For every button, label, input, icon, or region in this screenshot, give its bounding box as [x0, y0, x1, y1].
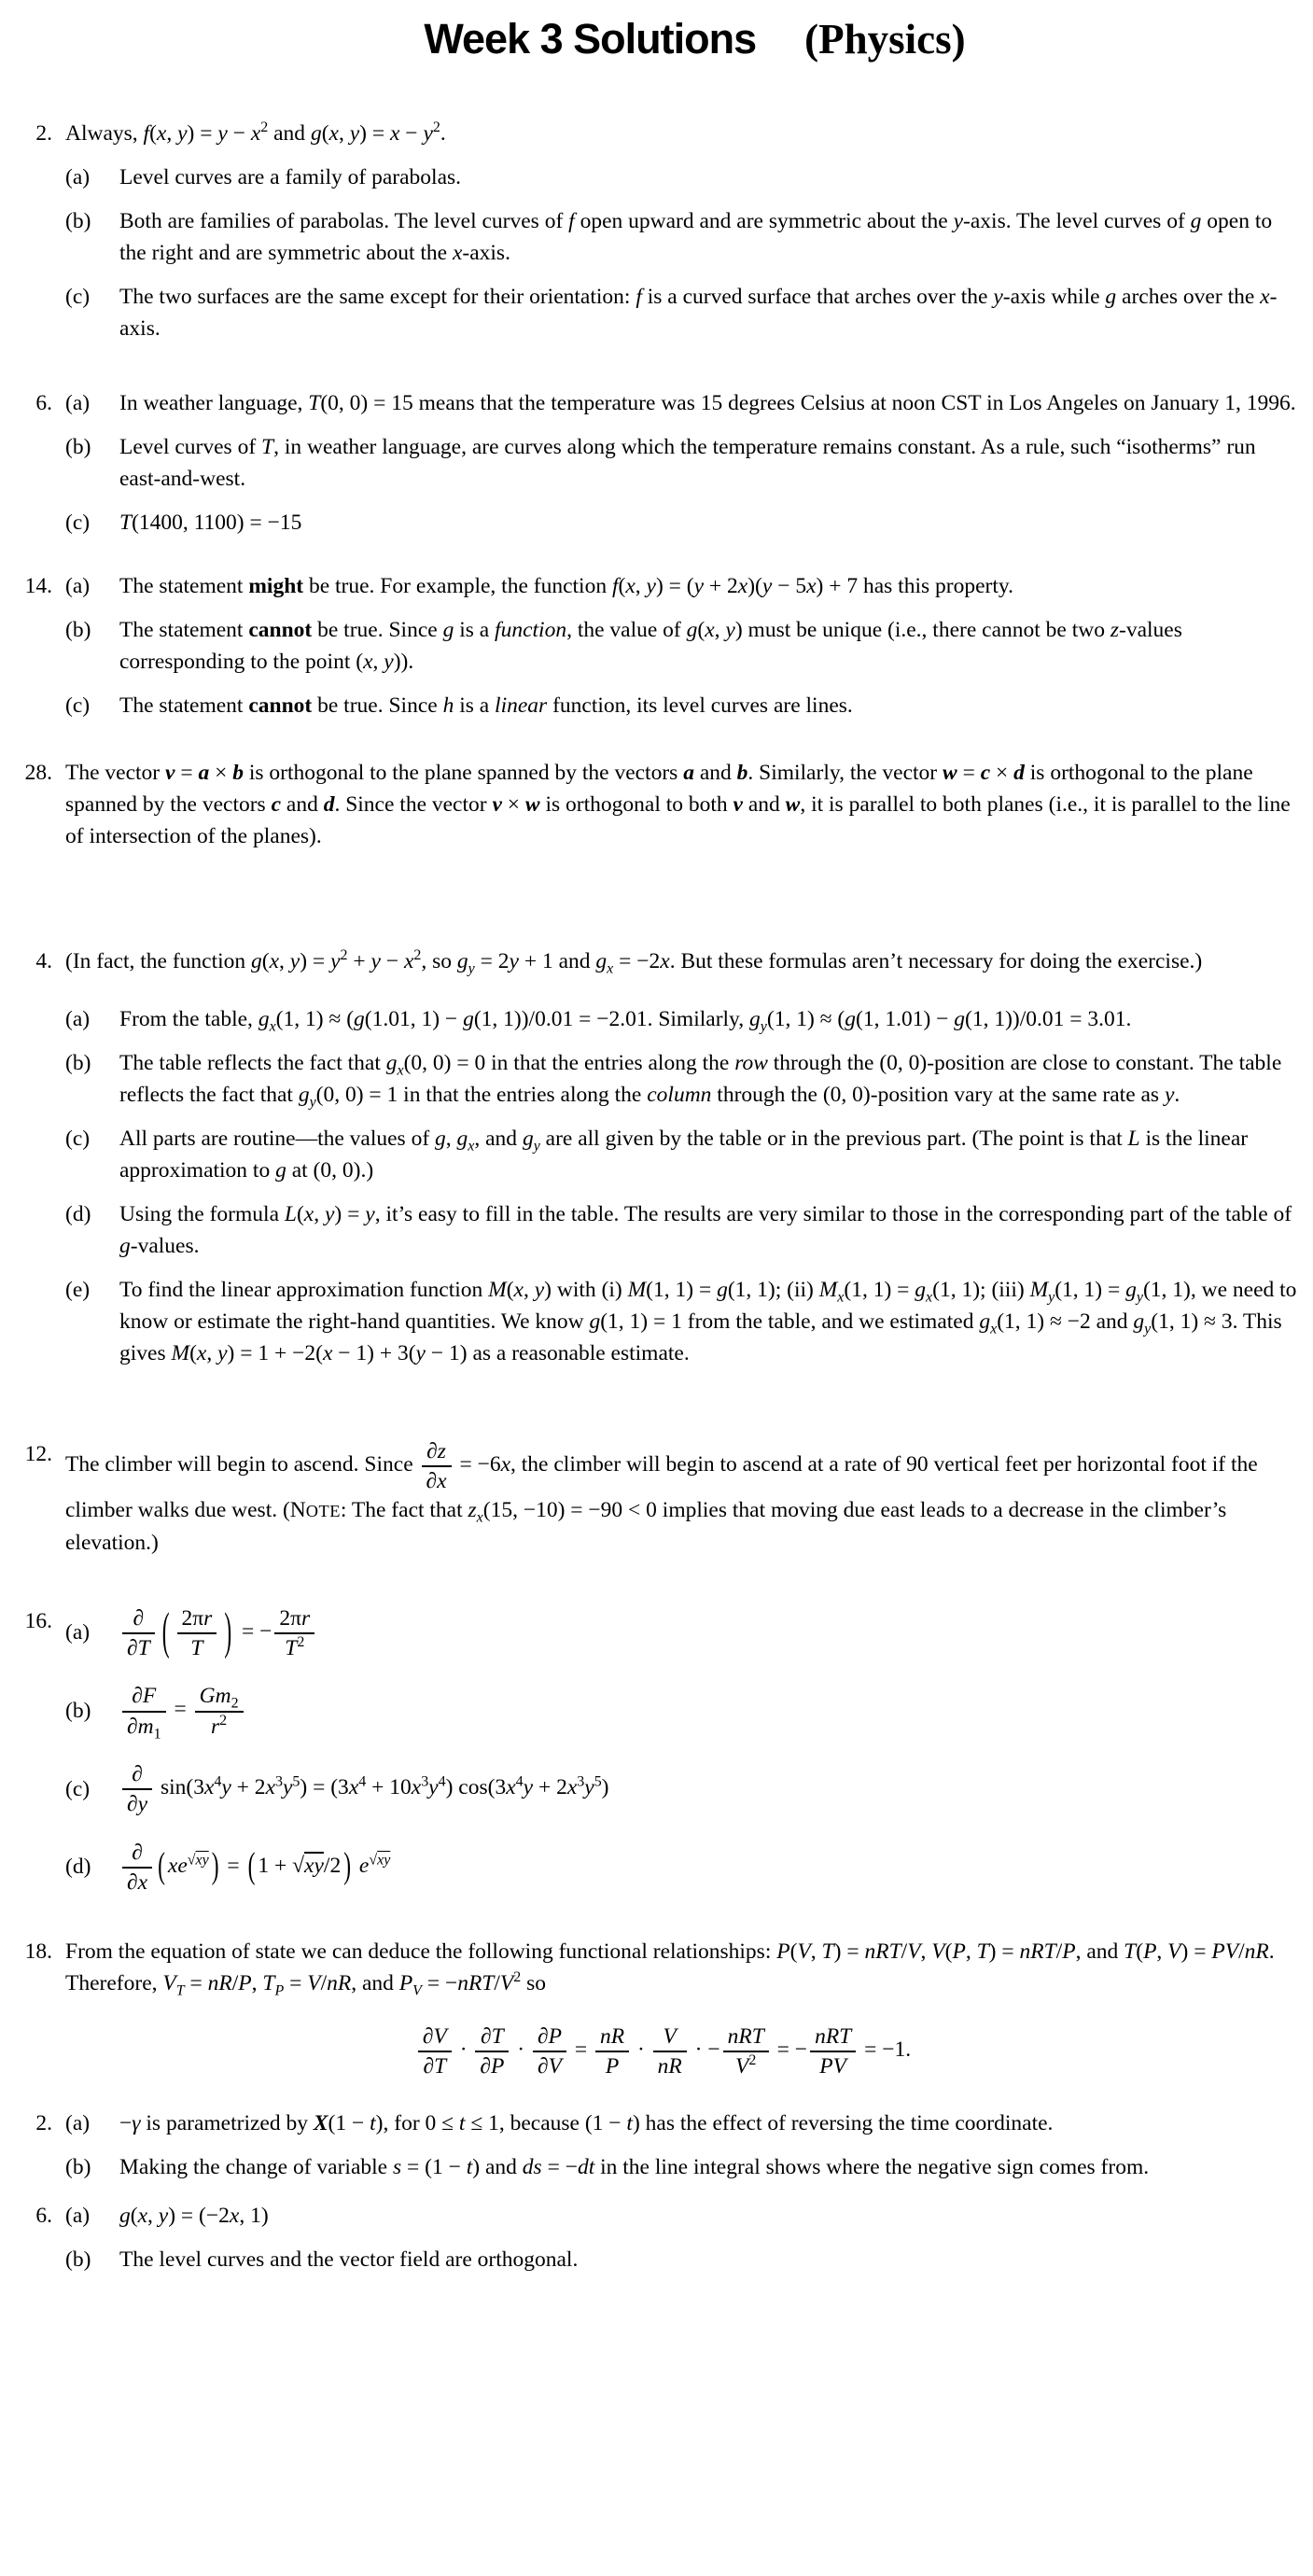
problem-14: [7, 570, 1298, 721]
item-text: The statement might be true. For example, the function f(x, y) = (y + 2x)(y − 5x) + 7 has this property.: [119, 574, 1013, 598]
item-label: (b): [65, 209, 91, 233]
item-a: [65, 1003, 1298, 1035]
item-label: (c): [65, 511, 91, 535]
problem-number: 14.: [24, 574, 52, 598]
item-label: (e): [65, 1278, 91, 1302]
item-label: (a): [65, 391, 91, 415]
item-label: (b): [65, 1699, 91, 1724]
item-c: [65, 1123, 1298, 1186]
problem-body: [52, 1605, 1298, 1896]
problem-body: [52, 1438, 1298, 1559]
item-b: [65, 431, 1298, 495]
item-label: (d): [65, 1202, 91, 1226]
problem-head: Always, f(x, $y) = y - x^2$ and g(x, $y) = x - y^2$.: [65, 119, 446, 146]
problem-number: 2.: [35, 121, 52, 146]
item-text: Level curves of T, in weather language, are curves along which the temperature remains constant. As a rule, such “isotherms” run east-and-west.: [119, 435, 1256, 491]
problem-head: The climber will begin to ascend. Since $\frac{\partial z}{\partial x}$ = −6x, the climber will begin to ascend at a rate of 90 vertical feet per horizontal foot if the climber walks due west. (NOTE: The fact that $z_x(15$, −10) = −90 < 0 implies that moving due east leads to a decrease in the climber’s elevation.): [65, 1439, 1258, 1555]
item-text: The statement cannot be true. Since h is a linear function, its level curves are lines.: [119, 693, 853, 718]
item-b: [65, 614, 1298, 678]
problem-number: 2.: [35, 2110, 52, 2135]
item-text: The statement cannot be true. Since g is a function, the value of g(x, y) must be unique (i.e., there cannot be two z-values corresponding to the point (x, y)).: [119, 618, 1182, 674]
item-a: [65, 570, 1298, 602]
item-c: [65, 507, 1298, 539]
problem-18: [7, 1936, 1298, 2079]
problem-body: [52, 118, 1298, 344]
problem-2: [7, 118, 1298, 344]
item-c: [65, 281, 1298, 344]
item-a: [65, 2107, 1298, 2139]
item-c: [65, 1761, 1298, 1817]
item-label: (d): [65, 1855, 91, 1880]
item-label: (b): [65, 435, 91, 459]
item-a: [65, 161, 1298, 193]
item-a: [65, 1605, 1298, 1661]
item-label: (c): [65, 285, 91, 309]
problem-12: [7, 1438, 1298, 1559]
problem-number: 28.: [24, 761, 52, 785]
item-e: [65, 1274, 1298, 1369]
item-label: (b): [65, 618, 91, 642]
problem-number: 6.: [35, 391, 52, 415]
item-a: [65, 387, 1298, 419]
problem-body: [52, 2107, 1298, 2183]
display-equation: $\frac{\partial V}{\partial T}$ · $\frac{\partial T}{\partial P}$ · $\frac{\partial P}{\partial V}$ = $\frac{nR}{P}$ · $\frac{V}{nR}$ · − nRT $V^2$ = − nRT PV = −1.: [65, 2023, 1261, 2079]
problem-16: [7, 1605, 1298, 1896]
item-formula: ∂ ∂y $\sin(3x^4y + 2x^3y^5) = (3x^4 + 10x^3y^4) \cos(3x^4y + 2x^3y^5)$: [112, 1761, 1298, 1817]
item-label: (a): [65, 1007, 91, 1031]
item-b: [65, 205, 1298, 269]
problem-body: [52, 387, 1298, 539]
problem-head: The vector v = a × b is orthogonal to the plane spanned by the vectors a and b. Similarly, the vector w = c × d is orthogonal to the plane spanned by the vectors c and d. Since the vector v × w is orthogonal to both v and w, it is parallel to both planes (i.e., it is parallel to the line of intersection of the planes).: [65, 761, 1291, 848]
item-text: Level curves are a family of parabolas.: [119, 165, 462, 189]
item-text: g(x, y) = (−2x, 1): [119, 2203, 269, 2228]
item-label: (a): [65, 2110, 91, 2135]
item-c: [65, 690, 1298, 721]
problem-body: [52, 2200, 1298, 2275]
item-label: (a): [65, 1620, 91, 1645]
problem-body: [52, 570, 1298, 721]
problem-number: 4.: [35, 949, 52, 973]
item-formula: ∂ ∂T ( $\frac{2\pi r}{T}$ ) = − $\frac{2\pi r}{T^2}$: [112, 1605, 1298, 1661]
problem-number: 12.: [24, 1442, 52, 1466]
item-b: [65, 2244, 1298, 2275]
item-label: (a): [65, 165, 91, 189]
item-text: T(1400, 1100) = −15: [119, 511, 302, 535]
item-text: −γ is parametrized by X(1 − t), for 0 ≤ t ≤ 1, because (1 − t) has the effect of reversing the time coordinate.: [119, 2110, 1054, 2135]
item-text: From the table, $g_x(1$, 1) ≈ (g(1.01, 1) − g(1, 1))/0.01 = −2.01. Similarly, $g_y(1$, 1) ≈ (g(1, 1.01) − g(1, 1))/0.01 = 3.01.: [119, 1007, 1132, 1035]
item-label: (c): [65, 693, 91, 718]
item-label: (a): [65, 2203, 91, 2228]
problem-number: 18.: [24, 1939, 52, 1965]
item-text: The table reflects the fact that $g_x(0$, 0) = 0 in that the entries along the row through the (0, 0)-position are close to constant. The table reflects the fact that $g_y(0$, 0) = 1 in that the entries along the column through the (0, 0)-position vary at the same rate as y.: [119, 1051, 1282, 1111]
item-label: (b): [65, 2154, 91, 2179]
item-label: (c): [65, 1127, 91, 1151]
item-label: (b): [65, 2247, 91, 2272]
item-b: [65, 2151, 1298, 2183]
title-paren: (Physics): [804, 16, 966, 63]
problem-head: From the equation of state we can deduce the following functional relationships: P(V, T) = nRT/V, V(P, T) = nRT/P, and T(P, V) = PV/nR. Therefore, $V_T = nR/P$, $T_P = V/nR$, and $P_V = -nRT/V^2$ so: [65, 1939, 1275, 1999]
problem-28: [7, 757, 1298, 852]
problem-body: [52, 757, 1298, 852]
item-label: (c): [65, 1776, 91, 1801]
item-text: The level curves and the vector field are orthogonal.: [119, 2247, 579, 2272]
item-text: To find the linear approximation function M(x, y) with (i) M(1, 1) = g(1, 1); (ii) $M_x(1$, $1) = g_x(1$, 1); (iii) $M_y(1$, $1) = g_y(1$, 1), we need to know or estimate the right-hand quantities. We know g(1, 1) = 1 from the table, and we estimated $g_x(1$, 1) ≈ −2 and $g_y(1$, 1) ≈ 3. This gives M(x, y) = 1 + −2(x − 1) + 3(y − 1) as a reasonable estimate.: [119, 1278, 1297, 1365]
item-text: In weather language, T(0, 0) = 15 means that the temperature was 15 degrees Celsius at noon CST in Los Angeles on January 1, 1996.: [119, 391, 1296, 415]
item-a: [65, 2200, 1298, 2232]
item-text: Both are families of parabolas. The level curves of f open upward and are symmetric about the y-axis. The level curves of g open to the right and are symmetric about the x-axis.: [119, 209, 1273, 265]
problem-number: 6.: [35, 2203, 52, 2228]
item-d: [65, 1840, 1298, 1896]
title-main: Week 3 Solutions: [424, 15, 757, 63]
item-b: [65, 1683, 1298, 1743]
item-b: [65, 1047, 1298, 1111]
item-d: [65, 1198, 1298, 1262]
item-formula: $\frac{\partial F}{\partial m_1}$ = $\frac{Gm_2}{r^2}$: [112, 1683, 1298, 1739]
item-text: All parts are routine—the values of g, $g_x$, and $g_y$ are all given by the table or in the previous part. (The point is that L is the linear approximation to g at (0, 0).): [119, 1127, 1249, 1183]
problem-6-second: [7, 2200, 1298, 2275]
item-text: Using the formula L(x, y) = y, it’s easy to fill in the table. The results are very similar to those in the corresponding part of the table of g-values.: [119, 1202, 1292, 1258]
problem-body: [52, 1936, 1298, 2079]
item-text: The two surfaces are the same except for their orientation: f is a curved surface that arches over the y-axis while g arches over the x-axis.: [119, 285, 1278, 341]
problem-number: 16.: [24, 1608, 52, 1633]
item-label: (a): [65, 574, 91, 598]
item-text: Making the change of variable s = (1 − t) and ds = −dt in the line integral shows where the negative sign comes from.: [119, 2154, 1150, 2179]
item-formula: ∂ ∂x ( $xe^{√xy}$ ) = ( 1 + √xy/2 ) $e^{√xy}$: [112, 1840, 1298, 1896]
problem-4: [7, 945, 1298, 1369]
problem-head: (In fact, the function g(x, $y) = y^2 + y - x^2$, so $g_y = 2y + 1$ and $g_x = -2x$. But these formulas aren’t necessary for doing the exercise.): [65, 947, 1203, 977]
problem-body: [52, 945, 1298, 1369]
problem-6: [7, 387, 1298, 539]
item-label: (b): [65, 1051, 91, 1075]
page-title: [49, 15, 1313, 63]
problem-2-second: [7, 2107, 1298, 2183]
